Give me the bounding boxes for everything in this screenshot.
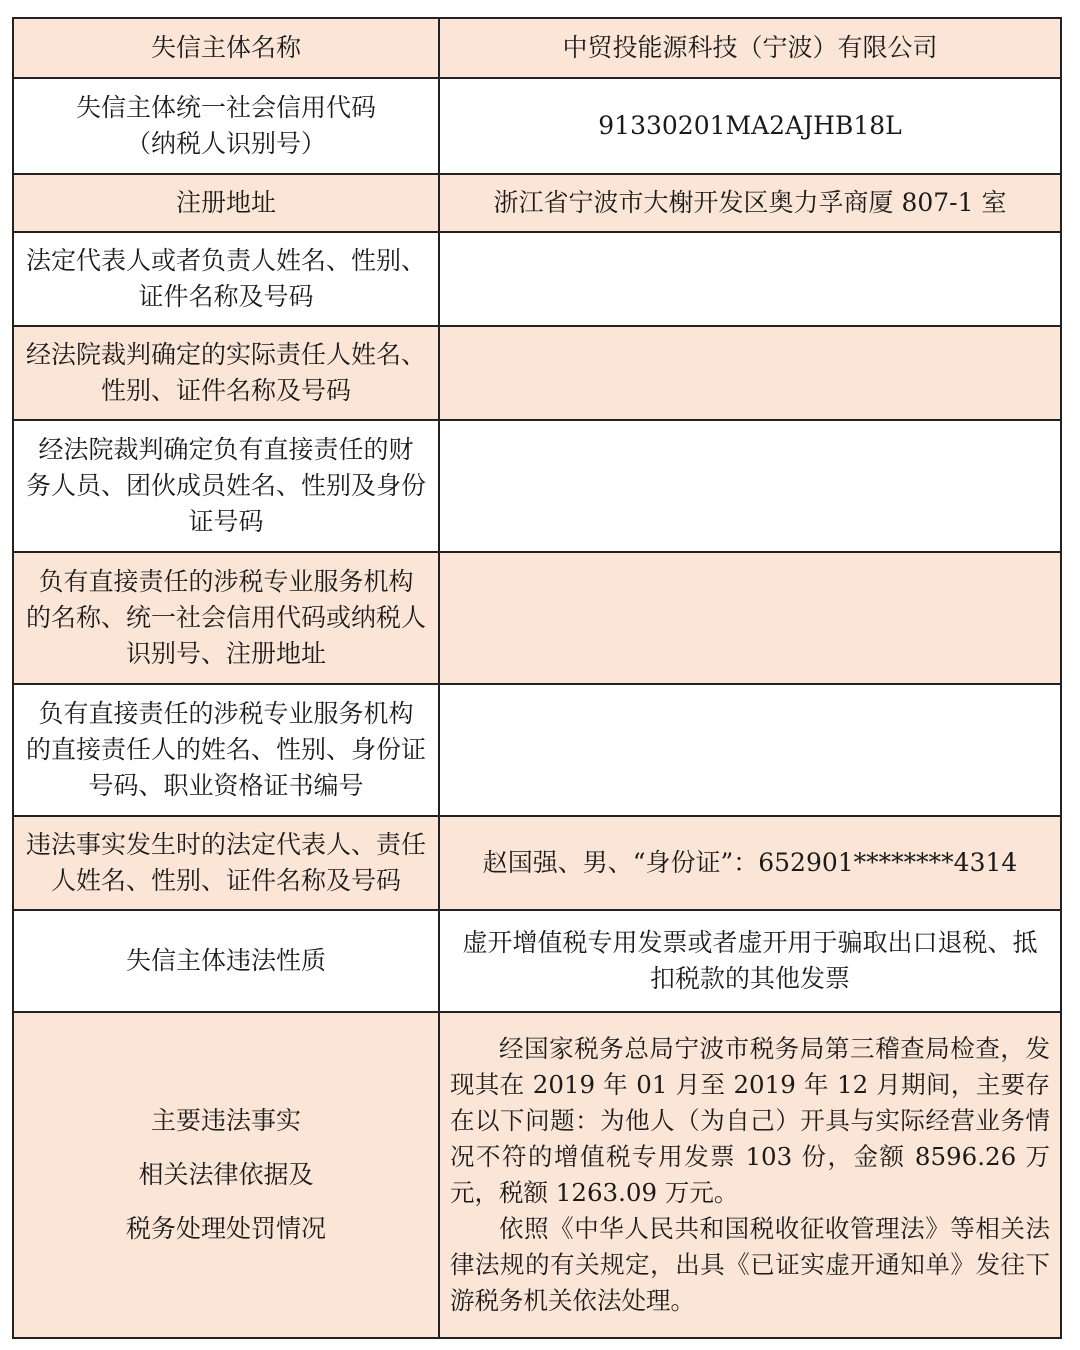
label-line: 务人员、团伙成员姓名、性别及身份	[25, 471, 426, 500]
label-cell	[13, 552, 439, 684]
row-actual-responsible-person	[13, 326, 1061, 420]
label-penalty: 税务处理处罚情况	[125, 1214, 326, 1243]
label-line: 失信主体违法性质	[125, 946, 326, 975]
label-line: 号码、职业资格证书编号	[88, 771, 364, 800]
value-cell	[439, 18, 1061, 78]
row-agency-responsible-person	[13, 684, 1061, 816]
label-cell	[13, 420, 439, 552]
label-cell	[13, 326, 439, 420]
label-line: 人姓名、性别、证件名称及号码	[50, 866, 401, 895]
value-line: 91330201MA2AJHB18L	[598, 111, 902, 140]
value-cell	[439, 78, 1061, 174]
label-line: 证件名称及号码	[138, 282, 314, 311]
row-entity-name	[13, 18, 1061, 78]
label-line: 失信主体统一社会信用代码	[75, 93, 376, 122]
label-cell	[13, 910, 439, 1012]
value-line: 浙江省宁波市大榭开发区奥力孚商厦 807-1 室	[493, 188, 1007, 217]
label-cell	[13, 1012, 439, 1338]
facts-paragraph: 经国家税务总局宁波市税务局第三稽查局检查，发现其在 2019 年 01 月至 2019 年 12 月期间，主要存在以下问题：为他人（为自己）开具与实际经营业务情况不符的增值税专用发票 103 份，金额 8596.26 万元，税额 1263.09 万元。	[450, 1034, 1050, 1207]
value-cell	[439, 326, 1061, 420]
label-line: 证号码	[188, 507, 264, 536]
value-line: 扣税款的其他发票	[649, 964, 850, 993]
label-cell	[13, 232, 439, 326]
value-cell	[439, 420, 1061, 552]
value-line: 虚开增值税专用发票或者虚开用于骗取出口退税、抵	[462, 928, 1038, 957]
label-line: 法定代表人或者负责人姓名、性别、	[25, 246, 426, 275]
value-cell	[439, 684, 1061, 816]
row-tax-service-agency	[13, 552, 1061, 684]
row-finance-staff	[13, 420, 1061, 552]
label-line: 负有直接责任的涉税专业服务机构	[38, 567, 414, 596]
label-line: 失信主体名称	[150, 33, 301, 62]
value-cell	[439, 910, 1061, 1012]
legal-basis-paragraph: 依照《中华人民共和国税收征收管理法》等相关法律法规的有关规定，出具《已证实虚开通知单》发往下游税务机关依法处理。	[450, 1214, 1050, 1315]
label-cell	[13, 816, 439, 910]
value-cell	[439, 552, 1061, 684]
label-line: 识别号、注册地址	[125, 639, 326, 668]
value-line: 中贸投能源科技（宁波）有限公司	[562, 33, 938, 62]
label-line: （纳税人识别号）	[125, 129, 326, 158]
label-line: 性别、证件名称及号码	[100, 376, 351, 405]
value-cell	[439, 232, 1061, 326]
row-legal-representative	[13, 232, 1061, 326]
label-line: 经法院裁判确定负有直接责任的财	[38, 435, 414, 464]
value-cell	[439, 816, 1061, 910]
label-legal-basis: 相关法律依据及	[138, 1160, 314, 1189]
label-cell	[13, 78, 439, 174]
label-line: 负有直接责任的涉税专业服务机构	[38, 699, 414, 728]
label-line: 的名称、统一社会信用代码或纳税人	[25, 603, 426, 632]
value-cell	[439, 1012, 1061, 1338]
row-registered-address	[13, 174, 1061, 232]
row-credit-code	[13, 78, 1061, 174]
label-cell	[13, 18, 439, 78]
label-line: 违法事实发生时的法定代表人、责任	[25, 830, 426, 859]
label-line: 注册地址	[175, 188, 276, 217]
label-line: 的直接责任人的姓名、性别、身份证	[25, 735, 426, 764]
label-cell	[13, 684, 439, 816]
row-main-facts	[13, 1012, 1061, 1338]
dishonest-entity-table	[12, 17, 1062, 1339]
label-cell	[13, 174, 439, 232]
row-representative-at-violation	[13, 816, 1061, 910]
row-violation-nature	[13, 910, 1061, 1012]
label-line: 经法院裁判确定的实际责任人姓名、	[25, 340, 426, 369]
value-line: 赵国强、男、“身份证”：652901********4314	[482, 848, 1018, 877]
value-cell	[439, 174, 1061, 232]
label-main-facts: 主要违法事实	[150, 1106, 301, 1135]
